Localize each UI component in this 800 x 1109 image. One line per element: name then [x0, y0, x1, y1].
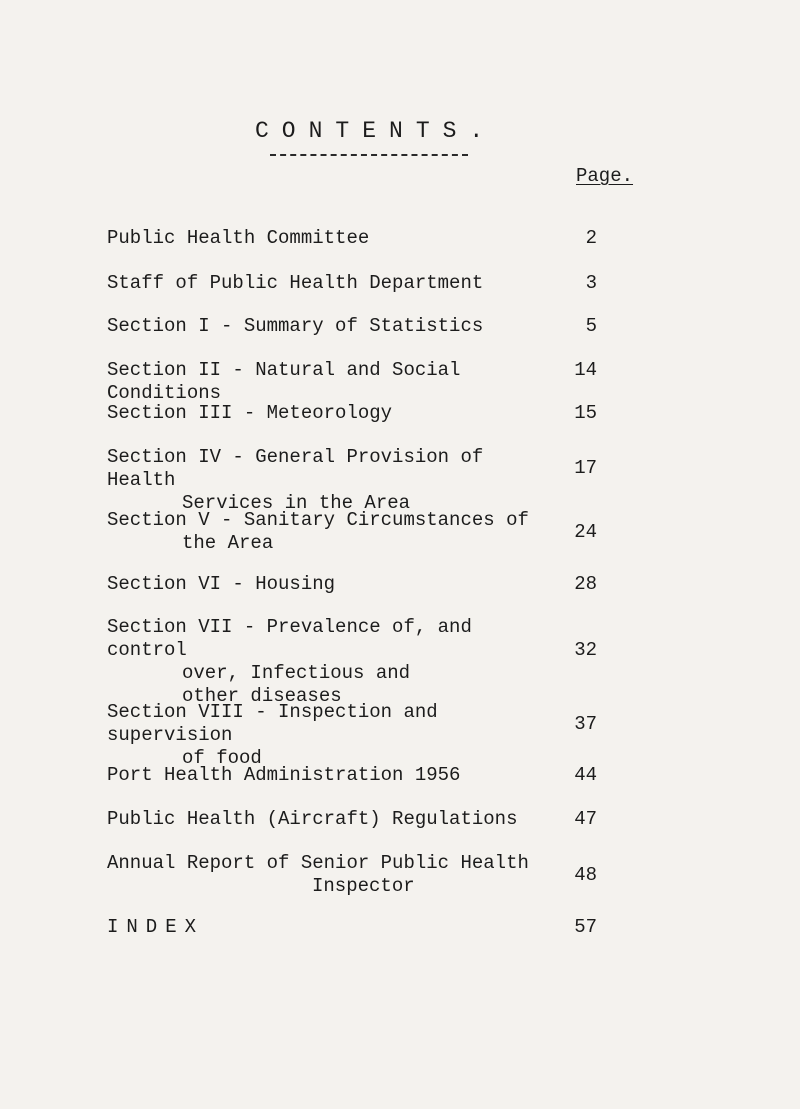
toc-entry: [107, 446, 597, 515]
toc-entry-page: 5: [585, 315, 597, 337]
title-underline: [270, 154, 468, 156]
toc-entry-label: Section II - Natural and Social Conditions: [107, 359, 461, 404]
toc-entry-continuation: Services in the Area: [182, 492, 411, 514]
toc-entry: [107, 852, 597, 898]
toc-entry-page: 48: [574, 864, 597, 886]
toc-entry: [107, 573, 597, 596]
page-title: CONTENTS.: [255, 118, 497, 144]
toc-entry: [107, 616, 597, 708]
toc-entry-continuation: other diseases: [182, 685, 342, 707]
toc-entry: [107, 764, 597, 787]
toc-entry-page: 15: [574, 402, 597, 424]
toc-entry-label: Section IV - General Provision of Health: [107, 446, 484, 491]
toc-entry-index: [107, 916, 597, 939]
toc-entry-label: Section VIII - Inspection and supervision: [107, 701, 438, 746]
page-column-heading: Page.: [576, 165, 634, 187]
toc-entry-label: Annual Report of Senior Public Health: [107, 852, 529, 874]
toc-entry: [107, 701, 597, 770]
toc-entry-page: 17: [574, 457, 597, 479]
toc-entry: [107, 808, 597, 831]
toc-entry-page: 3: [585, 272, 597, 294]
toc-entry-label: Section I - Summary of Statistics: [107, 315, 484, 337]
toc-entry-label: Section VI - Housing: [107, 573, 336, 595]
toc-entry-page: 2: [585, 227, 597, 249]
toc-entry-label: Port Health Administration 1956: [107, 764, 461, 786]
toc-entry-continuation: of food: [182, 747, 262, 769]
toc-entry-label: Staff of Public Health Department: [107, 272, 484, 294]
toc-entry-page: 28: [574, 573, 597, 595]
toc-entry: [107, 402, 597, 425]
toc-entry-label: Public Health Committee: [107, 227, 370, 249]
toc-entry-page: 14: [574, 359, 597, 381]
toc-entry-label: INDEX: [107, 916, 205, 938]
toc-entry-label: Section VII - Prevalence of, and control: [107, 616, 472, 661]
toc-entry-continuation: over, Infectious and: [182, 662, 411, 684]
toc-entry: [107, 315, 597, 338]
toc-entry-continuation: Inspector: [312, 875, 415, 897]
toc-entry-page: 37: [574, 713, 597, 735]
toc-entry-label: Section V - Sanitary Circumstances of: [107, 509, 529, 531]
toc-entry: [107, 509, 597, 555]
toc-entry-page: 32: [574, 639, 597, 661]
toc-entry-label: Public Health (Aircraft) Regulations: [107, 808, 518, 830]
toc-entry-page: 44: [574, 764, 597, 786]
toc-entry-page: 57: [574, 916, 597, 938]
toc-entry-label: Section III - Meteorology: [107, 402, 393, 424]
toc-entry-page: 24: [574, 521, 597, 543]
toc-entry: [107, 359, 597, 405]
toc-entry-page: 47: [574, 808, 597, 830]
toc-entry: [107, 272, 597, 295]
toc-entry: [107, 227, 597, 250]
toc-entry-continuation: the Area: [182, 532, 274, 554]
